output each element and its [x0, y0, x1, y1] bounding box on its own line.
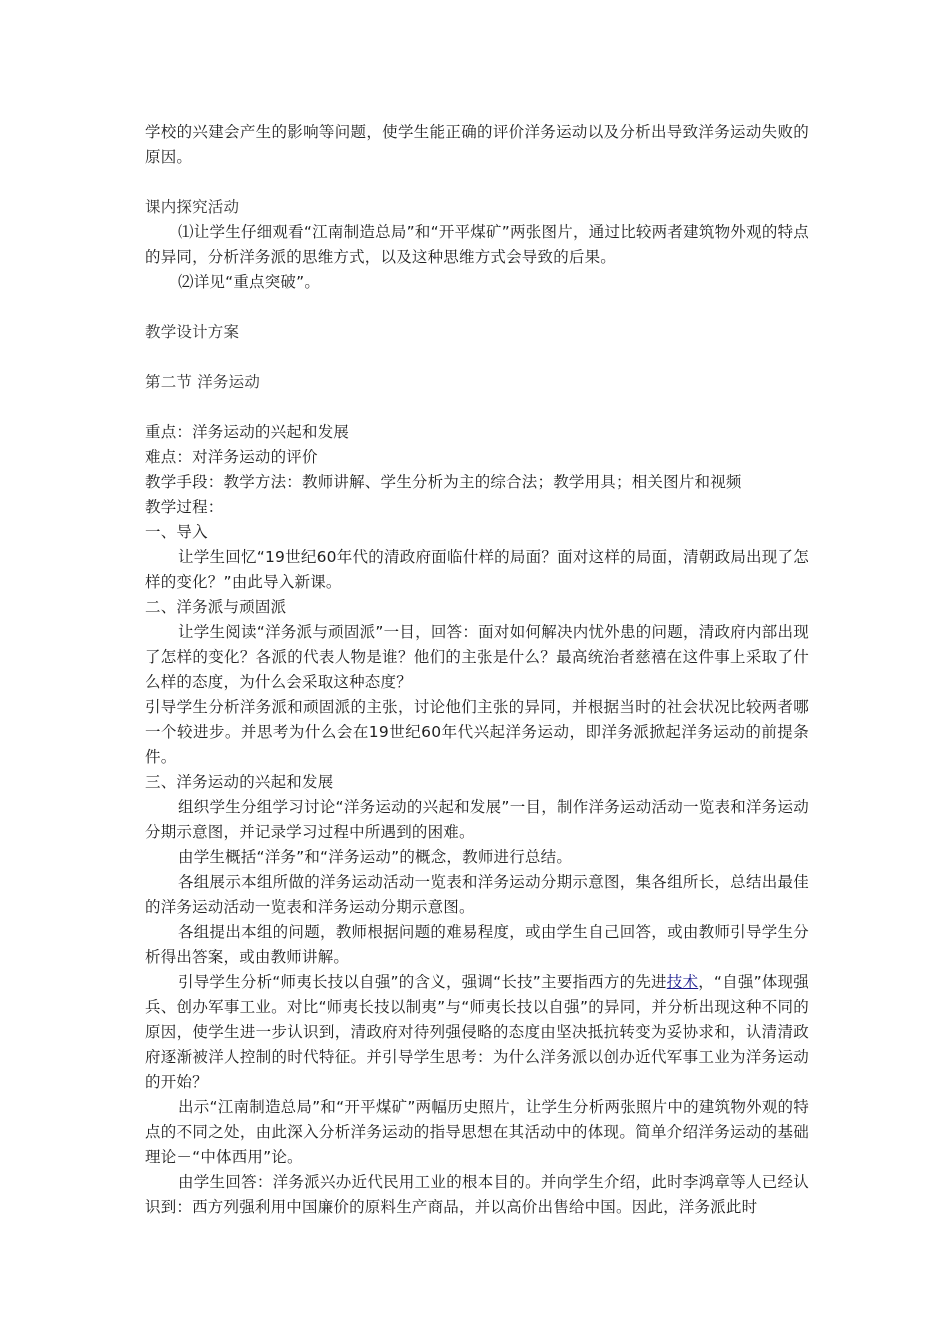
paragraph-rise-photos: 出示“江南制造总局”和“开平煤矿”两幅历史照片，让学生分析两张照片中的建筑物外观的特点的不同之处，由此深入分析洋务运动的指导思想在其活动中的体现。简单介绍洋务运动的基础理论－“中体西用”论。	[145, 1098, 809, 1166]
paragraph-factions-analysis: 引导学生分析洋务派和顽固派的主张，讨论他们主张的异同，并根据当时的社会状况比较两者哪一个较进步。并思考为什么会在19世纪60年代兴起洋务运动，即洋务派掀起洋务运动的前提条件。	[145, 698, 809, 766]
paragraph-intro-activity: 让学生回忆“19世纪60年代的清政府面临什样的局面？面对这样的局面，清朝政局出现了怎样的变化？”由此导入新课。	[145, 548, 809, 591]
paragraph-rise-group: 组织学生分组学习讨论“洋务运动的兴起和发展”一目，制作洋务运动活动一览表和洋务运动分期示意图，并记录学习过程中所遇到的困难。	[145, 798, 809, 841]
paragraph-rise-show: 各组展示本组所做的洋务运动活动一览表和洋务运动分期示意图，集各组所长，总结出最佳的洋务运动活动一览表和洋务运动分期示意图。	[145, 873, 809, 916]
text-segment: 引导学生分析“师夷长技以自强”的含义，强调“长技”主要指西方的先进	[178, 973, 667, 991]
text-segment: ，“自强”体现强兵、创办军事工业。对比“师夷长技以制夷”与“师夷长技以自强”的异同，并分析出现这种不同的原因，使学生进一步认识到，清政府对待列强侵略的态度由坚决抵抗转变为妥协求和，认清清政府逐渐被洋人控制的时代特征。并引导学生思考：为什么洋务派以创办近代军事工业为洋务运动的开始？	[145, 973, 809, 1091]
paragraph-factions-read: 让学生阅读“洋务派与顽固派”一目，回答：面对如何解决内忧外患的问题，清政府内部出现了怎样的变化？各派的代表人物是谁？他们的主张是什么？最高统治者慈禧在这件事上采取了什么样的态度，为什么会采取这种态度？	[145, 623, 809, 691]
teaching-process: 教学过程：	[145, 498, 224, 516]
paragraph-rise-self-strength	[145, 970, 809, 1095]
heading-factions: 二、洋务派与顽固派	[145, 598, 287, 616]
difficult-point: 难点：对洋务运动的评价	[145, 448, 318, 466]
teaching-means: 教学手段：教学方法：教师讲解、学生分析为主的综合法；教学用具；相关图片和视频	[145, 473, 742, 491]
design-title: 教学设计方案	[145, 323, 240, 341]
paragraph-rise-concept: 由学生概括“洋务”和“洋务运动”的概念，教师进行总结。	[178, 848, 573, 866]
heading-rise: 三、洋务运动的兴起和发展	[145, 773, 334, 791]
heading-intro: 一、导入	[145, 523, 208, 541]
paragraph-rise-civil: 由学生回答：洋务派兴办近代民用工业的根本目的。并向学生介绍，此时李鸿章等人已经认识到：西方列强利用中国廉价的原料生产商品，并以高价出售给中国。因此，洋务派此时	[145, 1173, 809, 1216]
activity-title: 课内探究活动	[145, 198, 240, 216]
section-title: 第二节 洋务运动	[145, 373, 261, 391]
paragraph-intro: 学校的兴建会产生的影响等问题，使学生能正确的评价洋务运动以及分析出导致洋务运动失败的原因。	[145, 123, 809, 166]
technology-link[interactable]: 技术	[666, 973, 699, 991]
activity-item-1: ⑴让学生仔细观看“江南制造总局”和“开平煤矿”两张图片，通过比较两者建筑物外观的特点的异同，分析洋务派的思维方式，以及这种思维方式会导致的后果。	[145, 223, 809, 266]
activity-item-2: ⑵详见“重点突破”。	[178, 273, 321, 291]
key-point: 重点：洋务运动的兴起和发展	[145, 423, 350, 441]
document-page	[145, 120, 809, 1220]
paragraph-rise-questions: 各组提出本组的问题，教师根据问题的难易程度，或由学生自己回答，或由教师引导学生分析得出答案，或由教师讲解。	[145, 923, 809, 966]
